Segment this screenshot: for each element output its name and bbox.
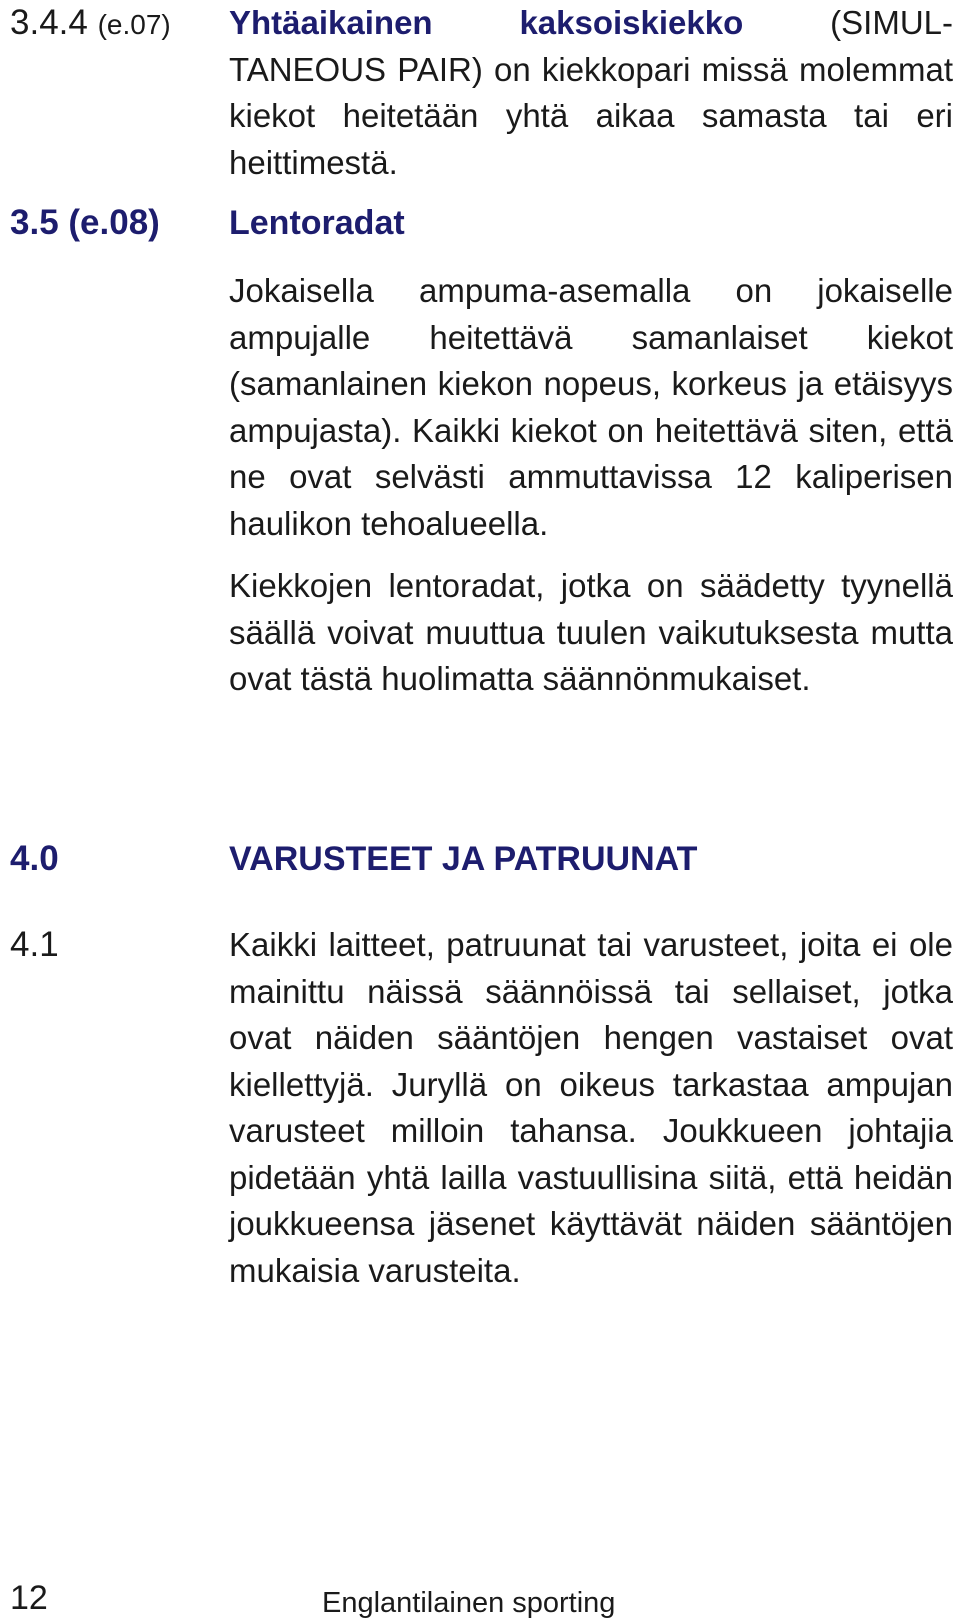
section-number: 4.0 <box>10 839 59 878</box>
paragraph-2: Kiekkojen lentoradat, jotka on säädetty tyynellä säällä voivat muuttua tuulen vaikutuksesta mutta ovat tästä huolimatta säännönmukaiset. <box>229 567 953 697</box>
paragraph-text: (SIMUL-TANEOUS PAIR) on kiekkopari missä molemmat kiekot heitetään yhtä aikaa samasta tai eri heittimestä. <box>229 4 953 181</box>
section-body <box>229 0 953 186</box>
section-body <box>229 268 953 703</box>
section-number-main: 3.4.4 <box>10 3 88 42</box>
lead-term: Yhtäaikainen kaksoiskiekko <box>229 4 744 41</box>
paragraph <box>229 0 953 186</box>
section-body <box>229 922 953 1294</box>
section-heading <box>229 836 953 882</box>
section-number <box>10 0 171 48</box>
paragraph-1: Jokaisella ampuma-asemalla on jokaiselle ampujalle heitettävä samanlaiset kiekot (samanlainen kiekon nopeus, korkeus ja etäisyys ampujasta). Kaikki kiekot on heitettävä siten, että ne ovat selvästi ammuttavissa 12 kaliperisen haulikon tehoalueella. <box>229 272 953 542</box>
page-number: 12 <box>10 1579 48 1617</box>
section-number: 4.1 <box>10 925 59 964</box>
section-heading <box>229 200 953 246</box>
section-title: VARUSTEET JA PATRUUNAT <box>229 840 698 878</box>
section-number-sub: (e.07) <box>97 9 171 40</box>
section-title: Lentoradat <box>229 204 405 242</box>
section-number: 3.5 (e.08) <box>10 203 160 242</box>
paragraph: Kaikki laitteet, patruunat tai varusteet, joita ei ole mainittu näissä säännöissä tai sellaiset, jotka ovat näiden sääntöjen hengen vastaiset ovat kiellettyjä. Juryllä on oikeus tarkastaa ampujan varusteet milloin tahansa. Joukkueen johtajia pidetään yhtä lailla vastuullisina siitä, että heidän joukkueensa jäsenet käyttävät näiden sääntöjen mukaisia varusteita. <box>229 926 953 1289</box>
footer-title: Englantilainen sporting <box>322 1587 616 1619</box>
